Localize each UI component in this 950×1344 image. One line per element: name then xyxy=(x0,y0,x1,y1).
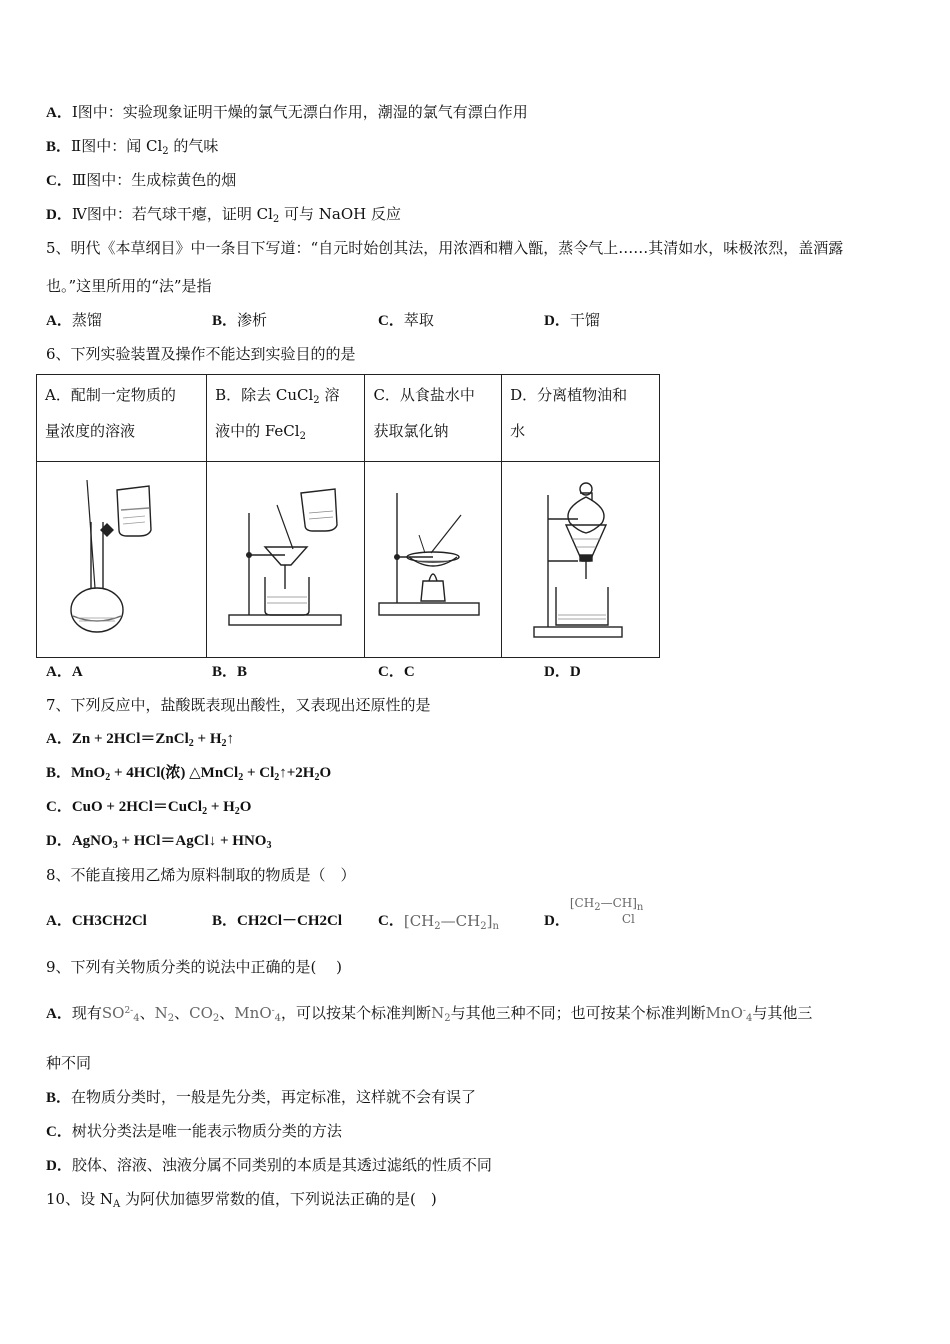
q6-option-a: A．A xyxy=(46,664,83,680)
q4-option-b: B．Ⅱ图中：闻 $Cl_2$ 的气味 xyxy=(46,137,219,157)
q5-option-d: D．干馏 xyxy=(544,311,600,329)
q7-option-c: C．CuO + 2HCl＝CuCl$_2$ + $H_2O$ xyxy=(46,799,252,817)
q6-options xyxy=(46,660,581,683)
q6-stem: 6、下列实验装置及操作不能达到实验目的的是 xyxy=(46,345,356,363)
q6-cell-d: D．分离植物油和 水 xyxy=(502,375,660,462)
q6-image-b xyxy=(207,462,365,658)
q5-options xyxy=(46,309,600,332)
q7-stem: 7、下列反应中，盐酸既表现出酸性，又表现出还原性的是 xyxy=(46,696,431,714)
q6-image-a xyxy=(37,462,207,658)
q7-option-d: D．AgNO$_3$ + HCl＝AgCl↓ + $HNO_3$ xyxy=(46,833,272,851)
nitrogen-formula-2: $N_2$ xyxy=(431,1004,451,1024)
q8-option-a: A．CH3CH2Cl xyxy=(46,913,147,929)
q8-option-c: C．$[CH_2—CH_2]_n$ xyxy=(378,900,544,941)
q8-option-d: D． $[CH_2—CH]_n$ Cl xyxy=(544,896,644,929)
q6-option-d: D．D xyxy=(544,664,581,680)
q6-image-c xyxy=(365,462,502,658)
q9-option-a: A．现有$SO^{2-}_4$、$N_2$、$CO_2$、MnO-$_4$，可以按某个标准判断$N_2$与其他三种不同；也可按某个标准判断MnO-$_4$与其他三 xyxy=(46,1004,813,1024)
q6-table-header-row xyxy=(37,375,660,462)
q4-option-a: A．Ⅰ图中：实验现象证明干燥的氯气无漂白作用，潮湿的氯气有漂白作用 xyxy=(46,103,528,121)
volumetric-flask-diagram xyxy=(57,470,187,650)
q5-option-a: A．蒸馏 xyxy=(46,311,102,329)
q6-option-c: C．C xyxy=(378,664,415,680)
q9-option-b: B．在物质分类时，一般是先分类，再定标准，这样就不会有误了 xyxy=(46,1088,477,1106)
permanganate-formula: MnO-$_4$ xyxy=(234,1004,282,1024)
q5-stem-line1: 5、明代《本草纲目》中一条目下写道：“自元时始创其法，用浓酒和糟入甑，蒸令气上……其清如水，味极浓烈，盖酒露 xyxy=(46,239,844,257)
pvc-formula: $[CH_2—CH]_n$ Cl xyxy=(569,896,644,926)
q10-stem: 10、设 $N_A$ 为阿伏加德罗常数的值，下列说法正确的是( ) xyxy=(46,1190,437,1210)
q9-option-c: C．树状分类法是唯一能表示物质分类的方法 xyxy=(46,1122,342,1140)
nitrogen-formula: $N_2$ xyxy=(154,1004,175,1024)
q9-stem: 9、下列有关物质分类的说法中正确的是( ) xyxy=(46,958,343,976)
separatory-funnel-diagram xyxy=(526,475,636,645)
polyethylene-formula: $[CH_2—CH_2]_n$ xyxy=(403,912,499,932)
q6-cell-c: C．从食盐水中 获取氯化钠 xyxy=(365,375,502,462)
q6-cell-a: A．配制一定物质的 量浓度的溶液 xyxy=(37,375,207,462)
q9-option-d: D．胶体、溶液、浊液分属不同类别的本质是其透过滤纸的性质不同 xyxy=(46,1156,492,1174)
q7-option-b: B．MnO$_2$ + 4HCl(浓) △MnCl$_2$ + $Cl_2↑+2H_2O$ xyxy=(46,765,332,783)
carbon-dioxide-formula: $CO_2$ xyxy=(189,1004,220,1024)
q5-stem-line2: 也。”这里所用的“法”是指 xyxy=(46,277,212,295)
evaporation-apparatus-diagram xyxy=(373,485,493,635)
q7-option-a: A．Zn + 2HCl＝ZnCl$_2$ + $H_2↑$ xyxy=(46,731,234,749)
q6-table xyxy=(36,374,660,658)
sulfate-formula: $SO^{2-}_4$ xyxy=(101,1004,140,1024)
q4-option-c: C．Ⅲ图中：生成棕黄色的烟 xyxy=(46,171,237,189)
q6-table-image-row xyxy=(37,462,660,658)
q6-option-b: B．B xyxy=(212,664,248,680)
q8-options xyxy=(46,896,644,940)
q6-image-d xyxy=(502,462,660,658)
q5-option-b: B．渗析 xyxy=(212,311,268,329)
q9-option-a-continued: 种不同 xyxy=(46,1054,92,1072)
filtration-apparatus-diagram xyxy=(221,485,351,635)
q8-stem: 8、不能直接用乙烯为原料制取的物质是（ ） xyxy=(46,866,356,884)
q5-option-c: C．萃取 xyxy=(378,311,434,329)
permanganate-formula-2: MnO-$_4$ xyxy=(705,1004,753,1024)
q6-cell-b: B．除去 CuCl$_2$ 溶 液中的 FeCl$_2$ xyxy=(207,375,365,462)
q4-option-d: D．Ⅳ图中：若气球干瘪，证明 $Cl_2$ 可与 NaOH 反应 xyxy=(46,205,402,225)
q8-option-b: B．CH2Cl－CH2Cl xyxy=(212,913,343,929)
